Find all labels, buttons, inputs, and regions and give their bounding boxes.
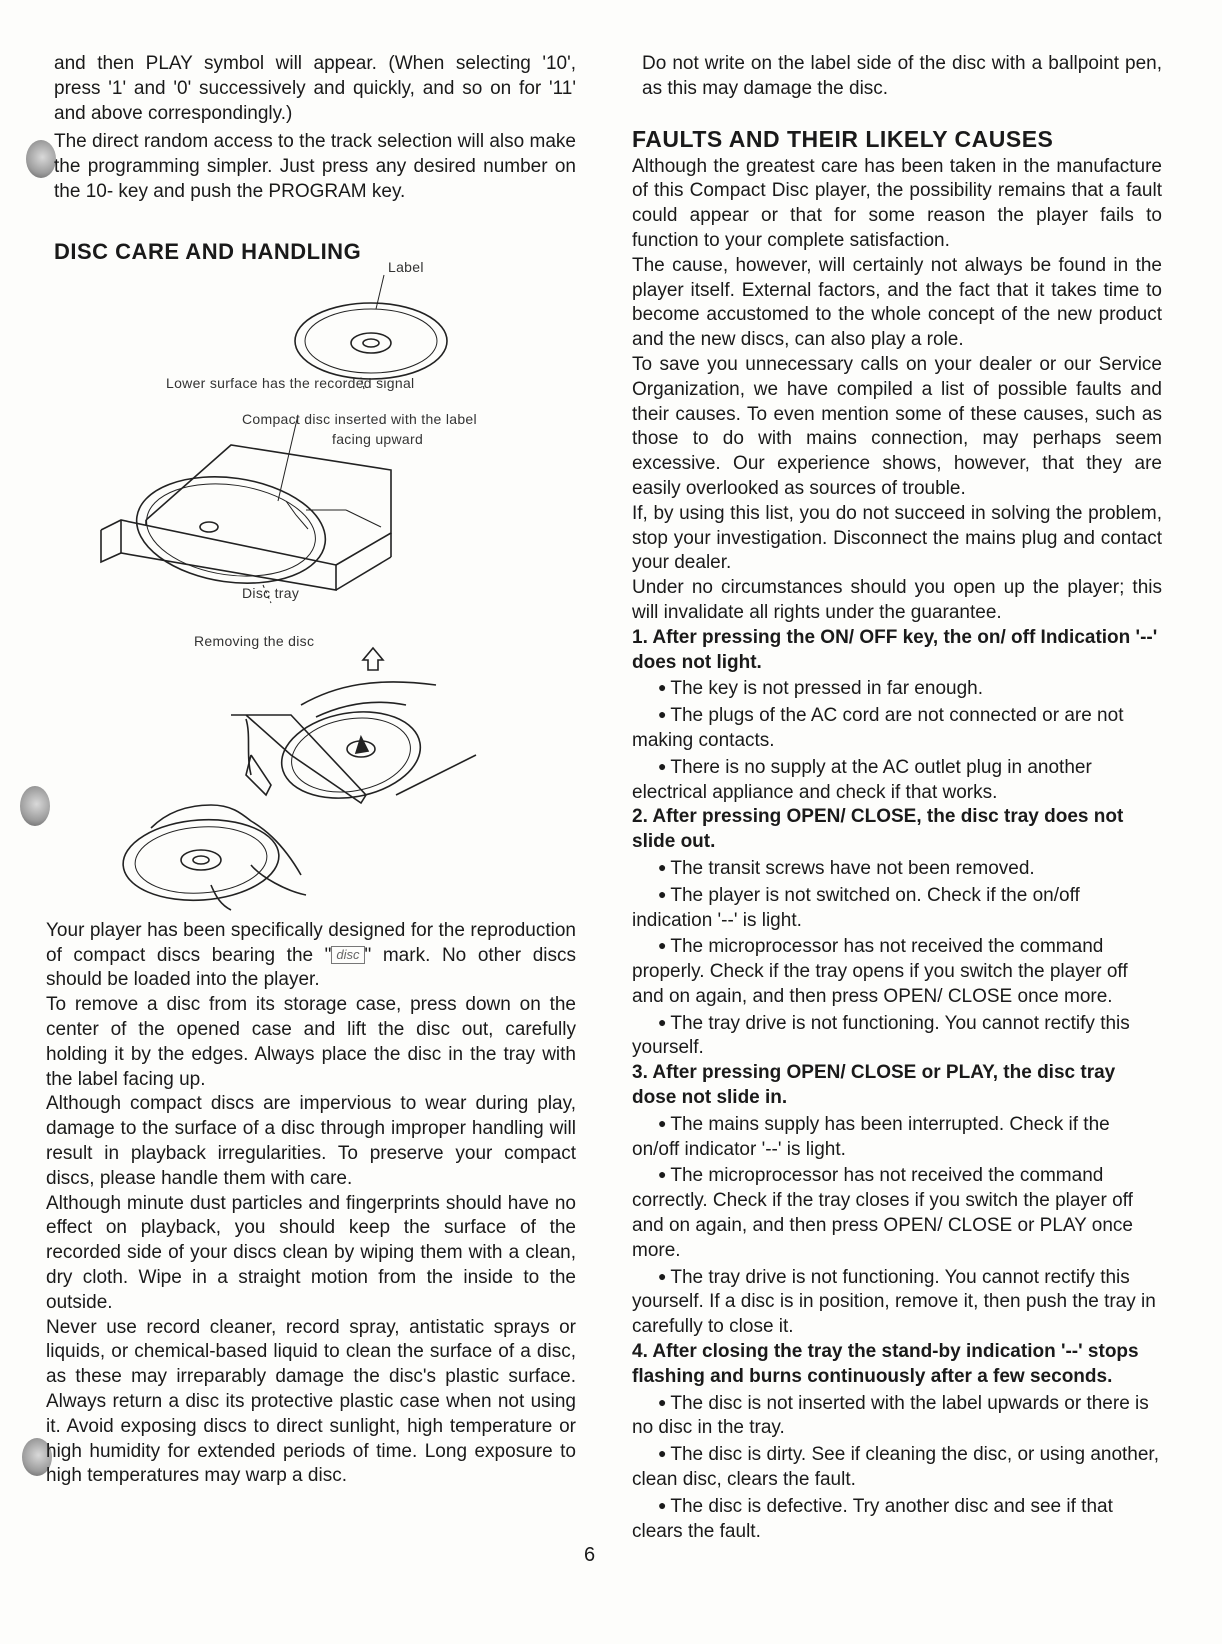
fault-3 [632,1061,1162,1340]
compact-disc-mark: disc [331,946,364,964]
fault-2-cause: ● The transit screws have not been removed. [632,855,1162,882]
fault-3-title: 3. After pressing OPEN/ CLOSE or PLAY, the disc tray dose not slide in. [632,1062,1116,1109]
care-paragraph-1-start: Your player has been specifically designed for the reproduction of compact discs bearing the " [46,919,576,966]
fault-3-cause: ● The mains supply has been interrupted. Check if the on/off indicator '--' is light. [632,1111,1162,1163]
faults-paragraph-4: If, by using this list, you do not succeed in solving the problem, stop your investigation. Disconnect the mains plug and contact your dealer. [632,502,1162,574]
disc-care-heading: DISC CARE AND HANDLING [54,238,362,264]
fault-4 [632,1340,1162,1544]
faults-paragraph-1: Although the greatest care has been taken in the manufacture of this Compact Disc player, the possibility remains that a fault could appear or that for some reason the player fails to function to your complete satisfaction. [632,155,1162,251]
fault-4-cause: ● The disc is not inserted with the label upwards or there is no disc in the tray. [632,1390,1162,1442]
right-column [632,52,1162,1544]
label-disc-icon [295,275,447,389]
fault-3-cause: ● The tray drive is not functioning. You cannot rectify this yourself. If a disc is in position, remove it, then push the tray in carefully to close it. [632,1264,1162,1340]
care-paragraph-5: Never use record cleaner, record spray, antistatic sprays or liquids, or chemical-based liquid to clean the surface of a disc, as these may irreparably damage the disc's plastic surface. Always return a disc its protective plastic case when not using it. Avoid exposing discs to direct sunlight, high temperature or high humidity for extended periods of time. Long exposure to high temperatures may warp a disc. [46,1316,576,1487]
disc-handling-drawing [46,265,576,919]
fault-1 [632,626,1162,806]
faults-paragraph-5: Under no circumstances should you open up the player; this will invalidate all rights under the guarantee. [632,577,1162,623]
inserted-caption-line2: facing upward [332,430,424,447]
care-paragraph-2: To remove a disc from its storage case, press down on the center of the opened case and lift the disc out, carefully holding it by the edges. Always place the disc in the tray with the label facing up. [46,994,576,1090]
holding-disc-icon [120,805,306,910]
care-paragraph-1 [46,919,576,993]
inserted-caption-line1: Compact disc inserted with the label [242,410,477,427]
care-paragraph-3: Although compact discs are impervious to wear during play, damage to the surface of a disc through improper handling will result in playback irregularities. To preserve your compact discs, please handle them with care. [46,1093,576,1189]
left-column [46,52,576,1489]
fault-2-cause: ● The tray drive is not functioning. You cannot rectify this yourself. [632,1010,1162,1062]
lift-up-arrow-icon [363,648,383,670]
fault-4-cause: ● The disc is defective. Try another disc and see if that clears the fault. [632,1493,1162,1545]
care-paragraph-4: Although minute dust particles and fingerprints should have no effect on playback, you should keep the surface of the recorded side of your discs clean by wiping them with a clean, dry cloth. Wipe in a straight motion from the inside to the outside. [46,1192,576,1313]
removing-disc-icon [231,682,476,809]
fault-2 [632,805,1162,1061]
faults-paragraph-3: To save you unnecessary calls on your dealer or our Service Organization, we have compiled a list of possible faults and their causes. To even mention some of these causes, such as those to do with mains connection, may perhaps seem excessive. Our experience shows, however, that they are easily overlooked as sources of trouble. [632,353,1162,499]
label-caption: Label [388,258,424,275]
faults-paragraph-2: The cause, however, will certainly not always be found in the player itself. External factors, and the fact that it takes time to become accustomed to the whole concept of the new product and the new discs, can also play a role. [632,254,1162,351]
fault-2-cause: ● The microprocessor has not received the command properly. Check if the tray opens if you switch the player off and on again, and then press OPEN/ CLOSE once more. [632,933,1162,1009]
fault-1-title: 1. After pressing the ON/ OFF key, the on/ off Indication '--' does not light. [632,626,1158,673]
fault-2-cause: ● The player is not switched on. Check if the on/off indication '--' is light. [632,882,1162,934]
fault-1-cause: ● The plugs of the AC cord are not connected or are not making contacts. [632,702,1162,754]
lower-surface-caption: Lower surface has the recorded signal [166,374,415,391]
page-number: 6 [584,1544,596,1566]
care-paragraph-1-end: " mark. No other discs should be loaded into the player. [46,944,576,991]
intro-paragraph-1: and then PLAY symbol will appear. (When selecting '10', press '1' and '0' successively and quickly, and so on for '11' and above correspondingly.) [54,53,576,124]
fault-4-title: 4. After closing the tray the stand-by indication '--' stops flashing and burns continuously after a few seconds. [632,1341,1139,1387]
ballpoint-note: Do not write on the label side of the disc with a ballpoint pen, as this may damage the disc. [642,53,1162,99]
faults-heading: FAULTS AND THEIR LIKELY CAUSES [632,125,1054,152]
disc-tray-caption: Disc tray [242,584,300,601]
removing-caption: Removing the disc [194,632,315,649]
intro-paragraph-2: The direct random access to the track selection will also make the programming simpler. Just press any desired number on the 10- key and push the PROGRAM key. [54,131,576,202]
fault-3-cause: ● The microprocessor has not received the command correctly. Check if the tray closes if you switch the player off and on again, and then press OPEN/ CLOSE or PLAY once more. [632,1162,1162,1263]
fault-1-cause: ● There is no supply at the AC outlet plug in another electrical appliance and check if that works. [632,754,1162,806]
fault-2-title: 2. After pressing OPEN/ CLOSE, the disc tray does not slide out. [632,806,1124,853]
fault-1-cause: ● The key is not pressed in far enough. [632,675,1162,702]
fault-4-cause: ● The disc is dirty. See if cleaning the disc, or using another, clean disc, clears the fault. [632,1441,1162,1493]
disc-handling-illustration [46,258,576,919]
